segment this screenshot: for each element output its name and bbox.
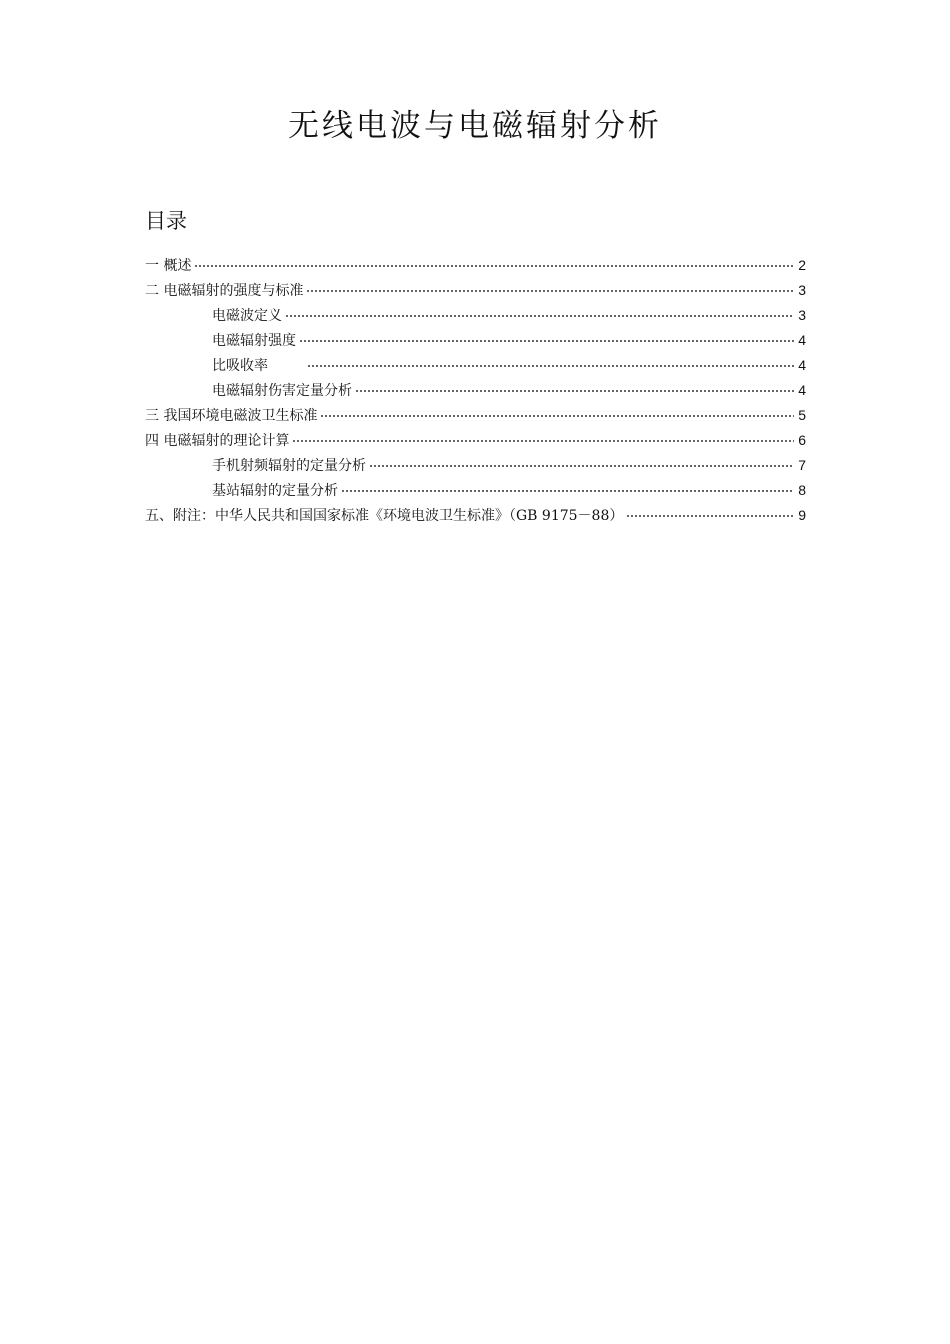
toc-page-number: 2 [798, 257, 806, 273]
toc-dot-leader [307, 365, 794, 367]
toc-heading: 目录 [145, 209, 187, 233]
toc-page-number: 6 [798, 432, 806, 448]
toc-dot-leader [626, 515, 794, 517]
toc-dot-leader [285, 315, 794, 317]
toc-page-number: 5 [798, 407, 806, 423]
toc-entry-label: 二 电磁辐射的强度与标准 [145, 283, 304, 299]
toc-entry[interactable] [145, 378, 806, 403]
toc-dot-leader [355, 390, 794, 392]
toc-entry-label: 比吸收率 [212, 358, 268, 374]
toc-entry[interactable] [145, 328, 806, 353]
document-title: 无线电波与电磁辐射分析 [288, 108, 662, 144]
toc-dot-leader [194, 265, 794, 267]
toc-entry-label: 手机射频辐射的定量分析 [212, 458, 366, 474]
toc-page-number: 3 [798, 307, 806, 323]
toc-entry[interactable] [145, 403, 806, 428]
toc-entry[interactable] [145, 453, 806, 478]
toc-entry[interactable] [145, 503, 806, 528]
toc-page-number: 3 [798, 282, 806, 298]
table-of-contents [145, 253, 806, 528]
toc-entry[interactable] [145, 303, 806, 328]
toc-page-number: 4 [798, 382, 806, 398]
toc-entry-label: 基站辐射的定量分析 [212, 483, 338, 499]
toc-page-number: 9 [798, 507, 806, 523]
toc-entry[interactable] [145, 253, 806, 278]
toc-entry[interactable] [145, 353, 806, 378]
toc-entry-label: 电磁辐射强度 [212, 333, 296, 349]
toc-dot-leader [299, 340, 794, 342]
toc-entry-label: 三 我国环境电磁波卫生标准 [145, 408, 318, 424]
toc-dot-leader [320, 415, 794, 417]
toc-entry[interactable] [145, 428, 806, 453]
toc-dot-leader [292, 440, 794, 442]
toc-dot-leader [369, 465, 794, 467]
toc-page-number: 7 [798, 457, 806, 473]
toc-page-number: 4 [798, 332, 806, 348]
toc-entry-label: 电磁波定义 [212, 308, 282, 324]
toc-entry-label: 五、附注：中华人民共和国国家标准《环境电波卫生标准》（GB 9175－88） [145, 508, 624, 524]
toc-page-number: 4 [798, 357, 806, 373]
toc-entry-label: 电磁辐射伤害定量分析 [212, 383, 352, 399]
toc-entry[interactable] [145, 478, 806, 503]
toc-entry-label: 四 电磁辐射的理论计算 [145, 433, 290, 449]
toc-dot-leader [341, 490, 794, 492]
toc-dot-leader [306, 290, 794, 292]
toc-entry-label: 一 概述 [145, 258, 192, 274]
toc-entry[interactable] [145, 278, 806, 303]
toc-page-number: 8 [798, 482, 806, 498]
